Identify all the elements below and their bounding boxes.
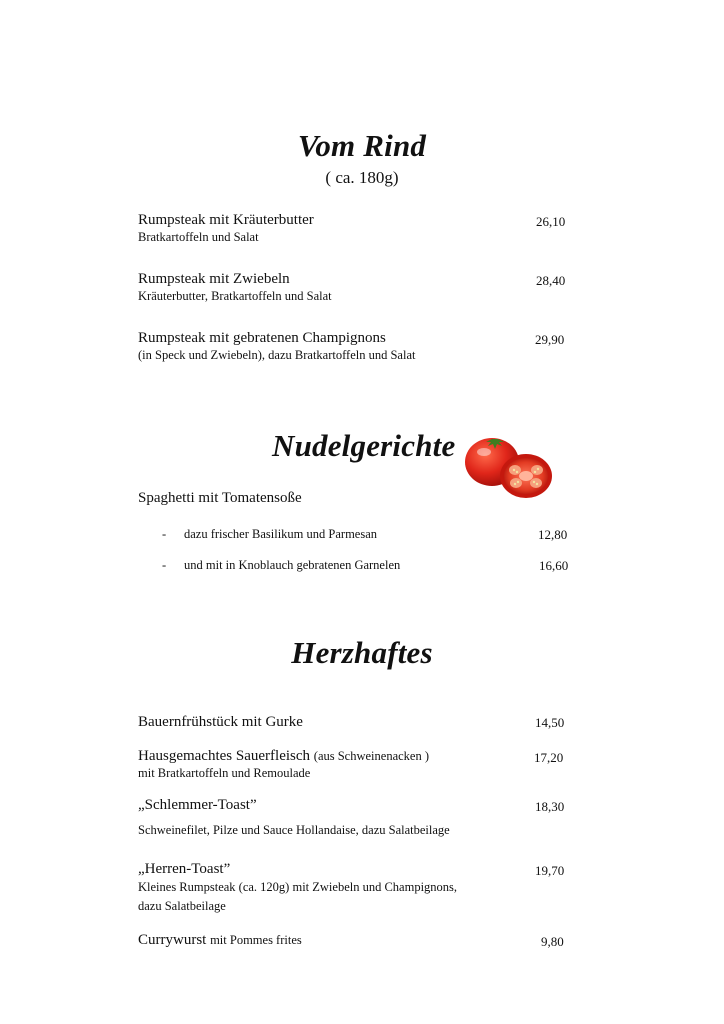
item-price: 28,40 [536, 273, 566, 288]
item-desc: Schweinefilet, Pilze und Sauce Hollandaise, dazu Salatbeilage [138, 823, 450, 837]
item-price: 17,20 [534, 750, 564, 765]
item-name-main: Currywurst [138, 932, 207, 948]
menu-item [138, 861, 457, 914]
option-label: dazu frischer Basilikum und Parmesan [184, 527, 378, 541]
item-name-main: Hausgemachtes Sauerfleisch [138, 748, 311, 764]
item-desc: mit Bratkartoffeln und Remoulade [138, 766, 311, 780]
item-desc: dazu Salatbeilage [138, 899, 226, 913]
section-title-vom-rind: Vom Rind [297, 128, 427, 163]
item-name: „Herren-Toast” [138, 861, 231, 877]
menu-item [138, 748, 429, 781]
dish-name-spaghetti: Spaghetti mit Tomatensoße [138, 490, 302, 506]
menu-item [138, 212, 314, 245]
item-price: 12,80 [538, 527, 568, 542]
section-title-nudelgerichte: Nudelgerichte [272, 428, 456, 463]
tomato-icon [464, 432, 556, 502]
item-name-extra: (aus Schweinenacken ) [313, 749, 430, 763]
item-price: 26,10 [536, 214, 566, 229]
item-price: 19,70 [535, 863, 565, 878]
option-dash: - [162, 527, 167, 541]
option-label: und mit in Knoblauch gebratenen Garnelen [184, 558, 401, 572]
item-name: Rumpsteak mit gebratenen Champignons [138, 330, 386, 346]
item-price: 18,30 [535, 799, 565, 814]
item-name-extra: mit Pommes frites [210, 933, 302, 947]
section-subtitle-weight: ( ca. 180g) [325, 168, 399, 187]
item-name [138, 932, 302, 949]
item-name: Rumpsteak mit Zwiebeln [138, 271, 290, 287]
item-price: 9,80 [541, 934, 564, 949]
item-price: 14,50 [535, 715, 565, 730]
item-name: Bauernfrühstück mit Gurke [138, 714, 303, 730]
section-title-herzhaftes: Herzhaftes [291, 635, 433, 670]
item-name: „Schlemmer-Toast” [138, 797, 257, 813]
menu-item [138, 330, 415, 363]
item-desc: (in Speck und Zwiebeln), dazu Bratkartoffeln und Salat [138, 348, 416, 362]
item-name: Rumpsteak mit Kräuterbutter [138, 212, 314, 228]
item-price: 29,90 [535, 332, 565, 347]
item-desc: Kräuterbutter, Bratkartoffeln und Salat [138, 289, 332, 303]
item-price: 16,60 [539, 558, 569, 573]
option-dash: - [162, 558, 167, 572]
menu-item [138, 271, 332, 304]
item-name [138, 748, 429, 765]
item-desc: Bratkartoffeln und Salat [138, 230, 259, 244]
item-desc: Kleines Rumpsteak (ca. 120g) mit Zwiebeln und Champignons, [138, 880, 458, 894]
